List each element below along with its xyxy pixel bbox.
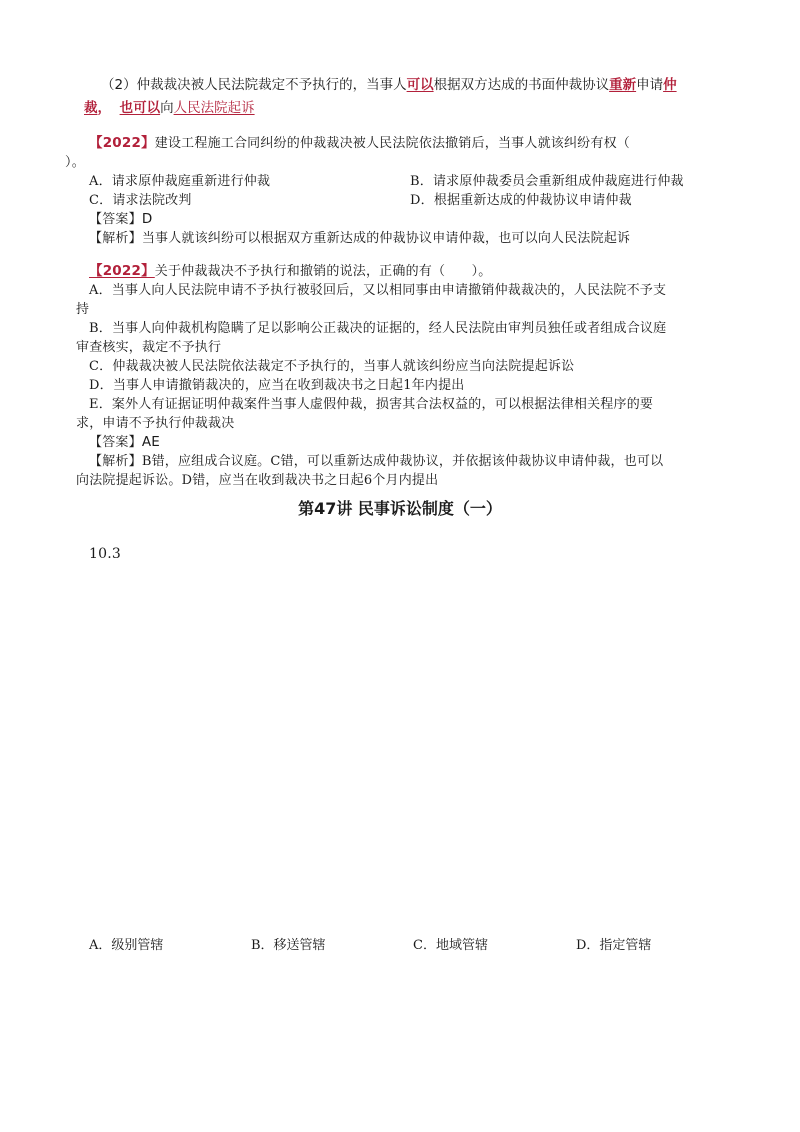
option-b: B．请求原仲裁委员会重新组成仲裁庭进行仲裁 — [410, 174, 684, 189]
option-d: D．根据重新达成的仲裁协议申请仲裁 — [410, 193, 632, 208]
question-1-options-row-2 — [89, 191, 740, 210]
question-2-option-b-cont — [76, 338, 740, 357]
question-2-stem — [89, 262, 740, 281]
intro-text: 根据双方达成的书面仲裁协议 — [433, 77, 610, 93]
question-2-option-a — [89, 281, 740, 300]
question-1-stem-cont — [65, 153, 740, 172]
analysis-label: 【解析】 — [89, 231, 142, 246]
year-tag: 【2022】 — [89, 263, 155, 279]
question-text: 关于仲裁裁决不予执行和撤销的说法，正确的有（ ）。 — [154, 264, 492, 279]
question-2-option-c — [89, 357, 740, 376]
option-d: D．指定管辖 — [576, 938, 652, 953]
option-b: B．当事人向仲裁机构隐瞒了足以影响公正裁决的证据的，经人民法院由审判员独任或者组成合议庭 — [89, 321, 667, 336]
option-c: C．仲裁裁决被人民法院依法裁定不予执行的，当事人就该纠纷应当向法院提起诉讼 — [89, 359, 575, 374]
section-number: 10.3 — [89, 546, 121, 562]
analysis-label: 【解析】 — [89, 454, 142, 469]
option-b-cont: 审查核实，裁定不予执行 — [76, 340, 222, 355]
option-a: A．当事人向人民法院申请不予执行被驳回后，又以相同事由申请撤销仲裁裁决的，人民法院不予支 — [89, 283, 667, 298]
year-tag: 【2022】 — [89, 135, 155, 151]
question-1-analysis — [89, 229, 740, 248]
analysis-text: 当事人就该纠纷可以根据双方重新达成的仲裁协议申请仲裁，也可以向人民法院起诉 — [141, 231, 631, 246]
option-c: C．地域管辖 — [413, 938, 488, 953]
analysis-text: B错，应组成合议庭。C错，可以重新达成仲裁协议，并依据该仲裁协议申请仲裁，也可以 — [141, 454, 664, 469]
option-e-cont: 求，申请不予执行仲裁裁决 — [76, 416, 235, 431]
answer-label: 【答案】 — [89, 212, 142, 227]
emphasis-keyword: 仲 — [663, 77, 677, 93]
emphasis-keyword: 可以 — [406, 77, 434, 93]
emphasis-keyword: 裁 — [84, 100, 98, 116]
option-c: C．请求法院改判 — [89, 193, 192, 208]
option-a-cont: 持 — [76, 302, 90, 317]
emphasis-keyword: 人民法院起诉 — [173, 100, 255, 116]
intro-line-2 — [84, 99, 740, 118]
question-2-option-e — [89, 395, 740, 414]
emphasis-keyword: 重新 — [609, 77, 637, 93]
intro-text: 申请 — [636, 77, 664, 93]
option-e: E．案外人有证据证明仲裁案件当事人虚假仲裁，损害其合法权益的，可以根据法律相关程序的要 — [89, 397, 654, 412]
intro-text: ， — [97, 100, 111, 116]
intro-text: 向 — [160, 100, 174, 116]
question-1-stem — [89, 134, 740, 153]
analysis-text: 向法院提起诉讼。D错，应当在收到裁决书之日起6个月内提出 — [76, 473, 439, 488]
answer-value: D — [141, 211, 153, 227]
emphasis-keyword: 也可以 — [119, 100, 161, 116]
intro-text: （2）仲裁裁决被人民法院裁定不予执行的，当事人 — [101, 77, 407, 93]
question-2-answer — [89, 433, 740, 452]
option-a: A．请求原仲裁庭重新进行仲裁 — [89, 174, 271, 189]
option-a: A．级别管辖 — [89, 938, 164, 953]
question-text: 建设工程施工合同纠纷的仲裁裁决被人民法院依法撤销后，当事人就该纠纷有权（ — [154, 136, 630, 151]
question-1-options-row-1 — [89, 172, 740, 191]
question-text: ）。 — [65, 155, 85, 170]
answer-value: AE — [141, 434, 160, 450]
question-2-analysis — [89, 452, 740, 471]
question-2-analysis-cont — [76, 471, 740, 490]
question-2-option-a-cont — [76, 300, 740, 319]
option-d: D．当事人申请撤销裁决的，应当在收到裁决书之日起1年内提出 — [89, 378, 465, 393]
option-b: B．移送管辖 — [251, 938, 326, 953]
question-2-option-d — [89, 376, 740, 395]
question-2-option-e-cont — [76, 414, 740, 433]
intro-line-1 — [101, 76, 740, 95]
lecture-title: 第47讲 民事诉讼制度（一） — [298, 499, 502, 518]
answer-label: 【答案】 — [89, 435, 142, 450]
question-2-option-b — [89, 319, 740, 338]
question-1-answer — [89, 210, 740, 229]
